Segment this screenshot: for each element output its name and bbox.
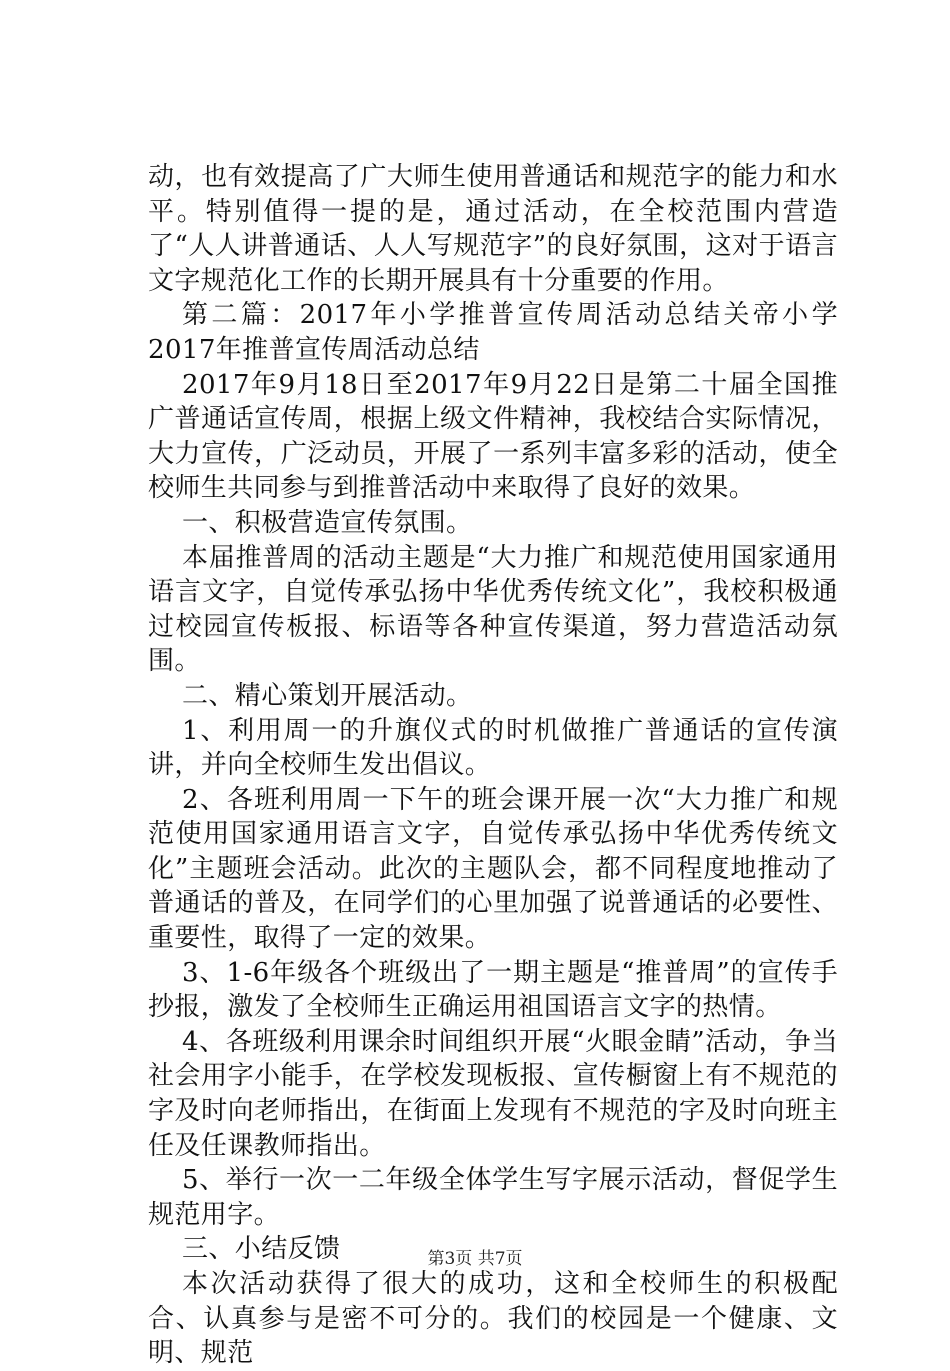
list-item-5: 5、举行一次一二年级全体学生写字展示活动，督促学生规范用字。 [148,1165,838,1230]
paragraph-intro: 2017年9月18日至2017年9月22日是第二十届全国推广普通话宣传周，根据上级文件精神，我校结合实际情况，大力宣传，广泛动员，开展了一系列丰富多彩的活动，使全校师生共同参与到推普活动中来取得了良好的效果。 [148,369,838,504]
heading-section-1: 一、积极营造宣传氛围。 [182,507,473,538]
paragraph-summary: 本次活动获得了很大的成功，这和全校师生的积极配合、认真参与是密不可分的。我们的校园是一个健康、文明、规范 [148,1269,838,1369]
page-number-footer: 第3页 共7页 [427,1249,523,1269]
list-item-2: 2、各班利用周一下午的班会课开展一次“大力推广和规范使用国家通用语言文字，自觉传承弘扬中华优秀传统文化”主题班会活动。此次的主题队会，都不同程度地推动了普通话的普及，在同学们的心里加强了说普通话的必要性、重要性，取得了一定的效果。 [148,784,838,954]
heading-section-2: 二、精心策划开展活动。 [182,680,473,711]
heading-section-3: 三、小结反馈 [182,1234,341,1265]
paragraph-continuation: 动，也有效提高了广大师生使用普通话和规范字的能力和水平。特别值得一提的是，通过活动，在全校范围内营造了“人人讲普通话、人人写规范字”的良好氛围，这对于语言文字规范化工作的长期开展具有十分重要的作用。 [148,162,838,296]
document-body [148,160,838,1371]
list-item-4: 4、各班级利用课余时间组织开展“火眼金睛”活动，争当社会用字小能手，在学校发现板报、宣传橱窗上有不规范的字及时向老师指出，在街面上发现有不规范的字及时向班主任及任课教师指出。 [148,1026,838,1161]
paragraph-theme: 本届推普周的活动主题是“大力推广和规范使用国家通用语言文字，自觉传承弘扬中华优秀传统文化”，我校积极通过校园宣传板报、标语等各种宣传渠道，努力营造活动氛围。 [148,542,838,677]
list-item-1: 1、利用周一的升旗仪式的时机做推广普通话的宣传演讲，并向全校师生发出倡议。 [148,715,838,781]
section-title-second-article: 第二篇：2017年小学推普宣传周活动总结关帝小学2017年推普宣传周活动总结 [148,300,838,365]
list-item-3: 3、1-6年级各个班级出了一期主题是“推普周”的宣传手抄报，激发了全校师生正确运用祖国语言文字的热情。 [148,957,838,1023]
